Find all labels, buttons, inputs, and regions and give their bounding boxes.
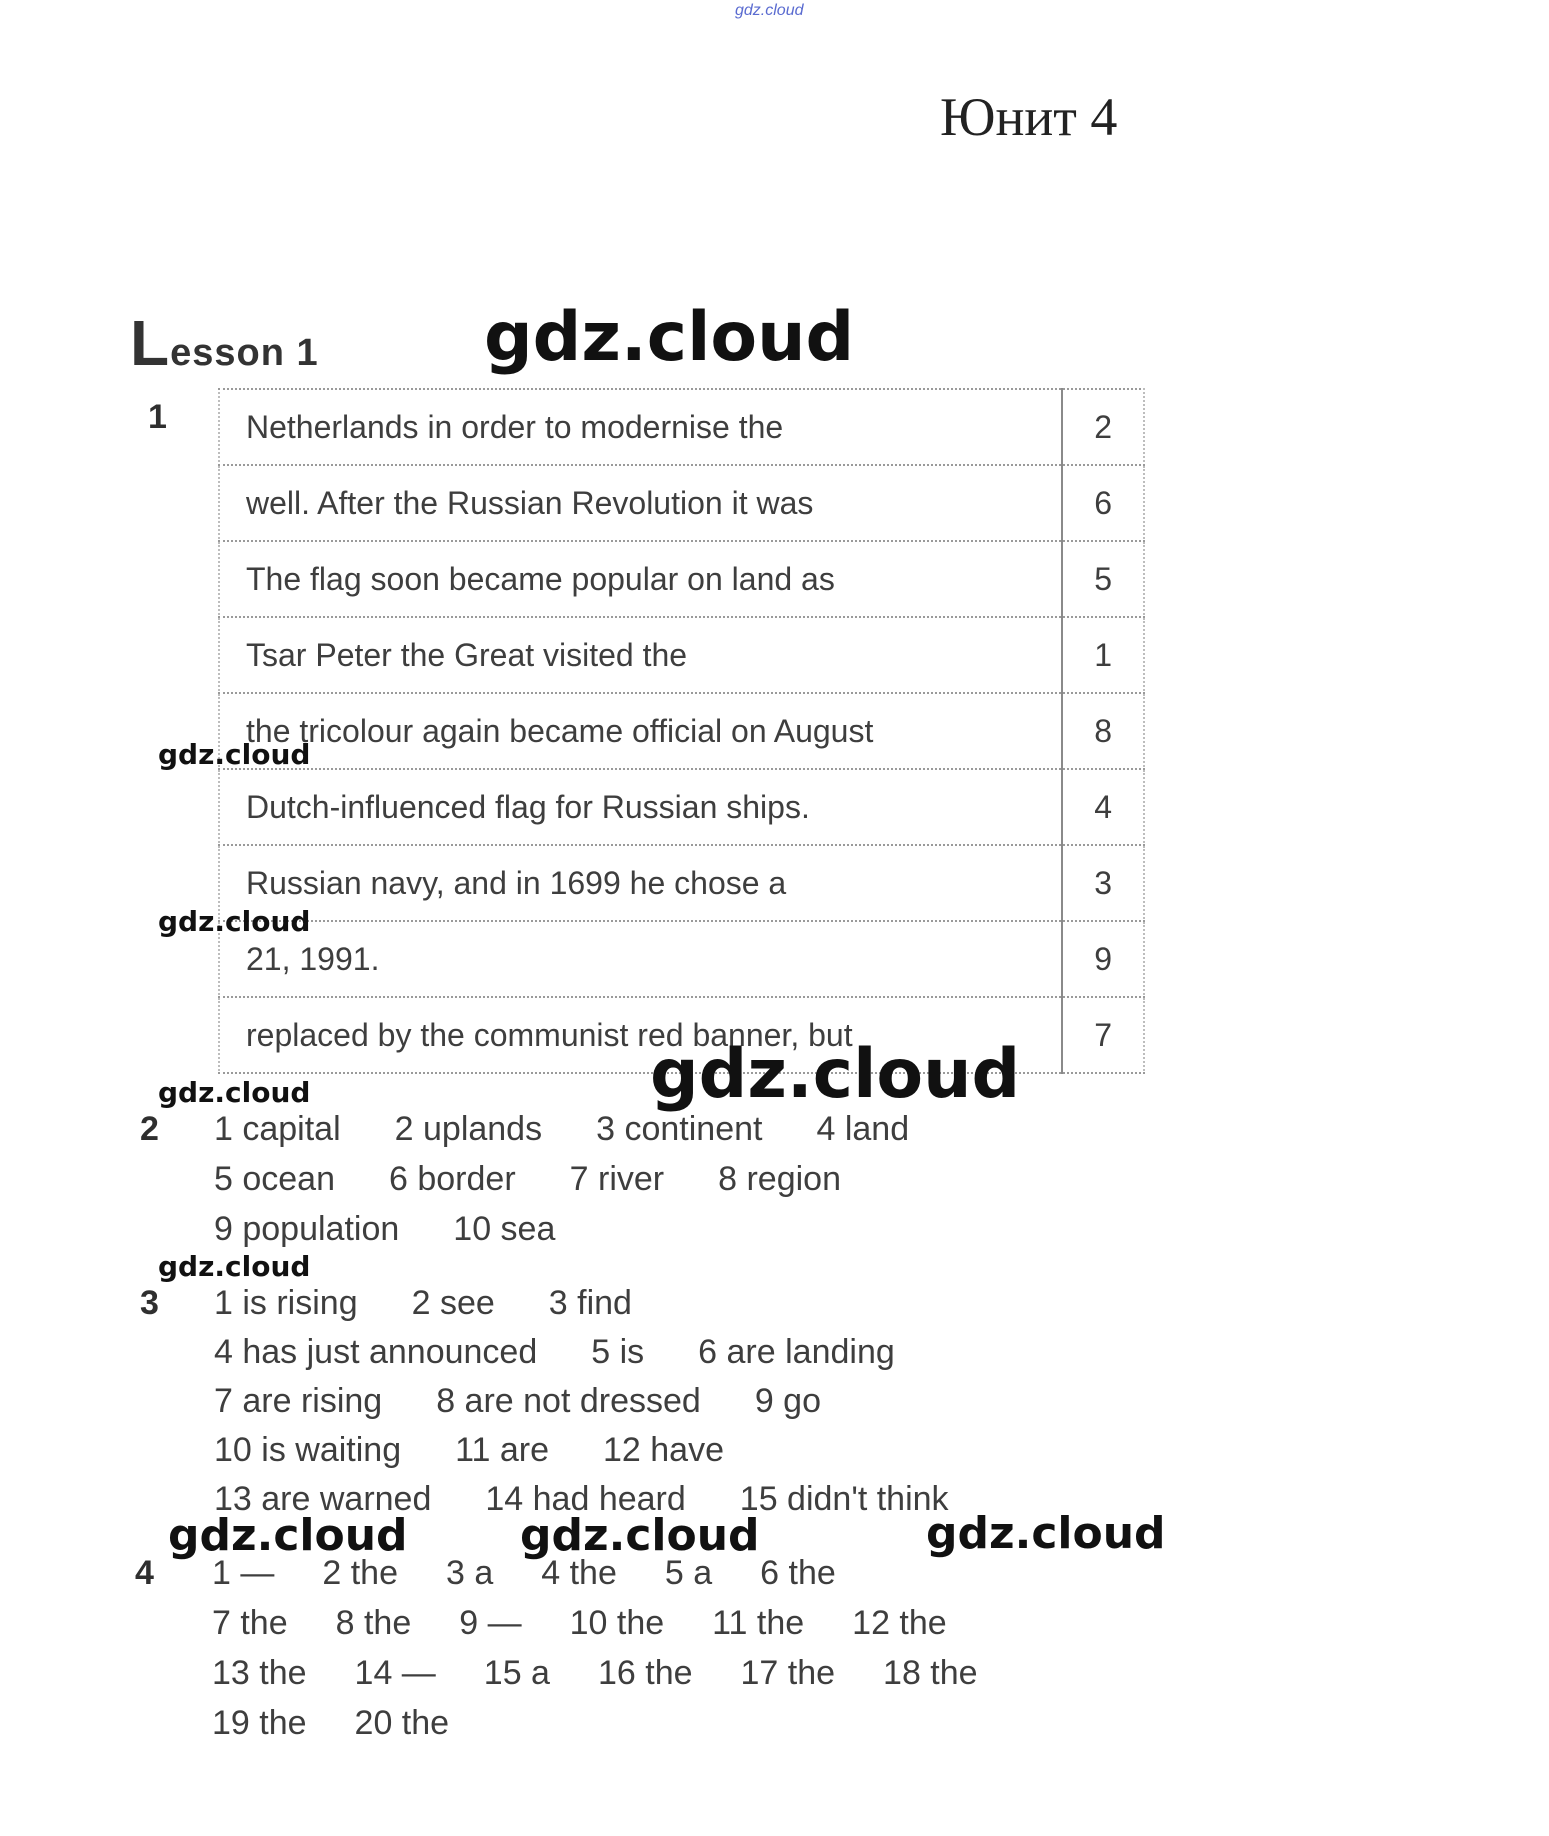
- answer-item: 7 the: [212, 1604, 288, 1642]
- answer-line: [212, 1704, 1026, 1754]
- answer-item: 1 capital: [214, 1110, 341, 1148]
- answer-item: 16 the: [597, 1654, 693, 1692]
- answer-item: 18 the: [883, 1654, 978, 1692]
- answer-item: 13 are warned: [214, 1480, 432, 1518]
- table-row: [219, 921, 1144, 997]
- row-number: 2: [1062, 389, 1144, 465]
- row-text: well. After the Russian Revolution it was: [219, 465, 1062, 541]
- watermark-large: gdz.cloud: [484, 298, 855, 377]
- row-number: 8: [1062, 693, 1144, 769]
- answer-item: 12 the: [852, 1604, 947, 1642]
- answer-item: 5 a: [664, 1554, 713, 1592]
- answer-item: 12 have: [603, 1431, 724, 1469]
- answer-line: [214, 1110, 963, 1160]
- row-number: 4: [1062, 769, 1144, 845]
- table-row: [219, 693, 1144, 769]
- row-number: 3: [1062, 845, 1144, 921]
- answer-item: 19 the: [212, 1704, 307, 1742]
- exercise-3-number: 3: [140, 1284, 159, 1322]
- row-text: Netherlands in order to modernise the: [219, 389, 1062, 465]
- row-text: Dutch-influenced flag for Russian ships.: [219, 769, 1062, 845]
- watermark-medium: gdz.cloud: [926, 1508, 1166, 1559]
- exercise-4-number: 4: [135, 1554, 154, 1592]
- exercise-2-number: 2: [140, 1110, 159, 1148]
- watermark-small: gdz.cloud: [158, 1250, 311, 1283]
- answer-line: [214, 1333, 1003, 1382]
- answer-item: 10 sea: [453, 1210, 556, 1248]
- answer-item: 20 the: [354, 1704, 450, 1742]
- exercise-4-answers: [212, 1554, 1026, 1754]
- answer-item: 2 see: [411, 1284, 495, 1322]
- watermark-small: gdz.cloud: [158, 738, 311, 771]
- row-number: 7: [1062, 997, 1144, 1073]
- lesson-heading: [130, 307, 319, 379]
- answer-line: [212, 1604, 1026, 1654]
- answer-line: [214, 1284, 1003, 1333]
- answer-item: 5 is: [591, 1333, 645, 1371]
- answer-item: 14 had heard: [485, 1480, 686, 1518]
- answer-item: 9 population: [214, 1210, 400, 1248]
- answer-item: 9 —: [459, 1604, 522, 1642]
- row-number: 6: [1062, 465, 1144, 541]
- watermark-small: gdz.cloud: [158, 905, 311, 938]
- answer-item: 6 are landing: [698, 1333, 895, 1371]
- watermark-medium: gdz.cloud: [168, 1510, 408, 1561]
- answer-item: 8 are not dressed: [436, 1382, 701, 1420]
- answer-line: [214, 1210, 963, 1260]
- answer-item: 8 region: [718, 1160, 841, 1198]
- answer-item: 5 ocean: [214, 1160, 335, 1198]
- answer-item: 11 are: [455, 1431, 549, 1469]
- table-row: [219, 389, 1144, 465]
- table-row: [219, 465, 1144, 541]
- top-watermark: gdz.cloud: [735, 2, 804, 19]
- answer-line: [212, 1654, 1026, 1704]
- answer-item: 1 —: [212, 1554, 275, 1592]
- answer-item: 4 the: [541, 1554, 617, 1592]
- watermark-small: gdz.cloud: [158, 1076, 311, 1109]
- row-text: replaced by the communist red banner, but: [219, 997, 1062, 1073]
- answer-item: 3 continent: [596, 1110, 763, 1148]
- row-number: 5: [1062, 541, 1144, 617]
- row-number: 9: [1062, 921, 1144, 997]
- unit-title: Юнит 4: [940, 87, 1118, 147]
- answer-item: 3 a: [445, 1554, 494, 1592]
- answer-item: 15 didn't think: [739, 1480, 949, 1518]
- row-text: 21, 1991.: [219, 921, 1062, 997]
- answer-item: 9 go: [754, 1382, 822, 1420]
- answer-item: 4 has just announced: [214, 1333, 538, 1371]
- exercise-1-number: 1: [148, 398, 167, 436]
- row-number: 1: [1062, 617, 1144, 693]
- answer-item: 13 the: [212, 1654, 307, 1692]
- exercise-1-table: [218, 388, 1145, 1074]
- table-row: [219, 845, 1144, 921]
- answer-item: 7 are rising: [214, 1382, 383, 1420]
- watermark-medium: gdz.cloud: [520, 1510, 760, 1561]
- answer-item: 4 land: [816, 1110, 910, 1148]
- answer-line: [214, 1382, 1003, 1431]
- answer-item: 10 the: [569, 1604, 665, 1642]
- answer-item: 2 the: [322, 1554, 398, 1592]
- answer-item: 6 border: [389, 1160, 516, 1198]
- answer-item: 14 —: [354, 1654, 436, 1692]
- row-text: Tsar Peter the Great visited the: [219, 617, 1062, 693]
- answer-item: 1 is rising: [214, 1284, 358, 1322]
- table-row: [219, 617, 1144, 693]
- answer-item: 6 the: [760, 1554, 836, 1592]
- answer-item: 2 uplands: [394, 1110, 543, 1148]
- exercise-3-answers: [214, 1284, 1003, 1529]
- answer-line: [214, 1431, 1003, 1480]
- row-text: The flag soon became popular on land as: [219, 541, 1062, 617]
- answer-line: [214, 1160, 963, 1210]
- table-row: [219, 541, 1144, 617]
- answer-item: 10 is waiting: [214, 1431, 402, 1469]
- answer-item: 15 a: [483, 1654, 550, 1692]
- lesson-initial: L: [130, 307, 171, 379]
- exercise-2-answers: [214, 1110, 963, 1260]
- answer-item: 7 river: [569, 1160, 665, 1198]
- answer-item: 3 find: [548, 1284, 632, 1322]
- answer-item: 8 the: [335, 1604, 412, 1642]
- answer-item: 11 the: [712, 1604, 805, 1642]
- watermark-large: gdz.cloud: [650, 1035, 1021, 1114]
- lesson-title-rest: esson 1: [170, 332, 319, 374]
- table-row: [219, 769, 1144, 845]
- row-text: the tricolour again became official on August: [219, 693, 1062, 769]
- answer-line: [212, 1554, 1026, 1604]
- row-text: Russian navy, and in 1699 he chose a: [219, 845, 1062, 921]
- answer-item: 17 the: [740, 1654, 836, 1692]
